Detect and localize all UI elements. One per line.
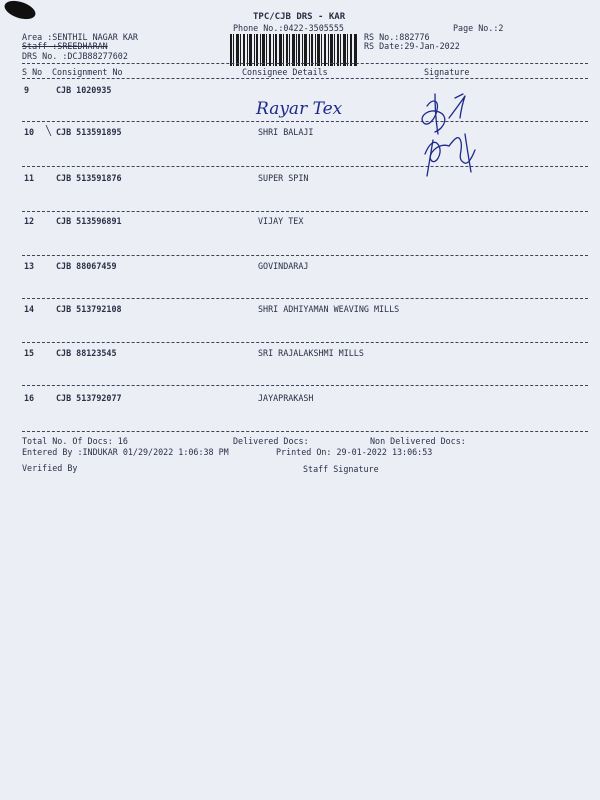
row-sno: 10 — [24, 127, 35, 137]
printed-on: Printed On: 29-01-2022 13:06:53 — [276, 447, 433, 457]
divider — [22, 78, 588, 79]
divider — [22, 342, 588, 343]
col-header-consignment: Consignment No — [52, 67, 123, 77]
row-consignee: SUPER SPIN — [258, 173, 309, 183]
row-sno: 11 — [24, 173, 35, 183]
col-header-sno: S No — [22, 67, 43, 77]
row-sno: 12 — [24, 216, 35, 226]
staff-signature: Staff Signature — [303, 464, 379, 474]
barcode — [230, 34, 357, 66]
divider — [22, 385, 588, 386]
col-header-consignee: Consignee Details — [242, 67, 328, 77]
non-delivered-docs: Non Delivered Docs: — [370, 436, 466, 446]
row-sno: 14 — [24, 304, 35, 314]
delivery-signature-scribble — [405, 88, 495, 188]
pen-tick-mark — [44, 124, 54, 138]
page-number: Page No.:2 — [453, 23, 504, 33]
row-consignment: CJB 513591895 — [56, 127, 122, 137]
handwritten-consignee-note: Rayar Tex — [256, 99, 343, 119]
total-docs: Total No. Of Docs: 16 — [22, 436, 128, 446]
row-consignment: CJB 513596891 — [56, 216, 122, 226]
rs-date: RS Date:29-Jan-2022 — [364, 41, 460, 51]
divider — [22, 255, 588, 256]
row-sno: 9 — [24, 85, 30, 95]
row-sno: 15 — [24, 348, 35, 358]
entered-by: Entered By :INDUKAR 01/29/2022 1:06:38 PM — [22, 447, 229, 457]
divider — [22, 431, 588, 432]
row-sno: 13 — [24, 261, 35, 271]
divider — [22, 121, 588, 122]
row-consignment: CJB 1020935 — [56, 85, 112, 95]
row-consignment: CJB 513792077 — [56, 393, 122, 403]
divider — [22, 298, 588, 299]
row-consignment: CJB 88123545 — [56, 348, 117, 358]
row-consignment: CJB 513792108 — [56, 304, 122, 314]
drs-number: DRS No. :DCJB88277602 — [22, 51, 128, 61]
ink-blot — [2, 0, 37, 23]
col-header-signature: Signature — [424, 67, 470, 77]
row-consignee: JAYAPRAKASH — [258, 393, 314, 403]
row-consignee: SHRI BALAJI — [258, 127, 314, 137]
row-consignee: SHRI ADHIYAMAN WEAVING MILLS — [258, 304, 400, 314]
phone-number: Phone No.:0422-3505555 — [233, 23, 344, 33]
staff-label: Staff :SREEDHARAN — [22, 41, 108, 51]
rs-number: RS No.:882776 — [364, 32, 430, 42]
divider — [22, 211, 588, 212]
row-consignee: VIJAY TEX — [258, 216, 304, 226]
divider — [22, 166, 588, 167]
row-consignment: CJB 88067459 — [56, 261, 117, 271]
area-label: Area :SENTHIL NAGAR KAR — [22, 32, 138, 42]
row-consignee: GOVINDARAJ — [258, 261, 309, 271]
divider — [22, 63, 588, 64]
document-title: TPC/CJB DRS - KAR — [253, 12, 346, 22]
row-consignee: SRI RAJALAKSHMI MILLS — [258, 348, 364, 358]
verified-by: Verified By — [22, 463, 78, 473]
row-consignment: CJB 513591876 — [56, 173, 122, 183]
delivered-docs: Delivered Docs: — [233, 436, 309, 446]
row-sno: 16 — [24, 393, 35, 403]
